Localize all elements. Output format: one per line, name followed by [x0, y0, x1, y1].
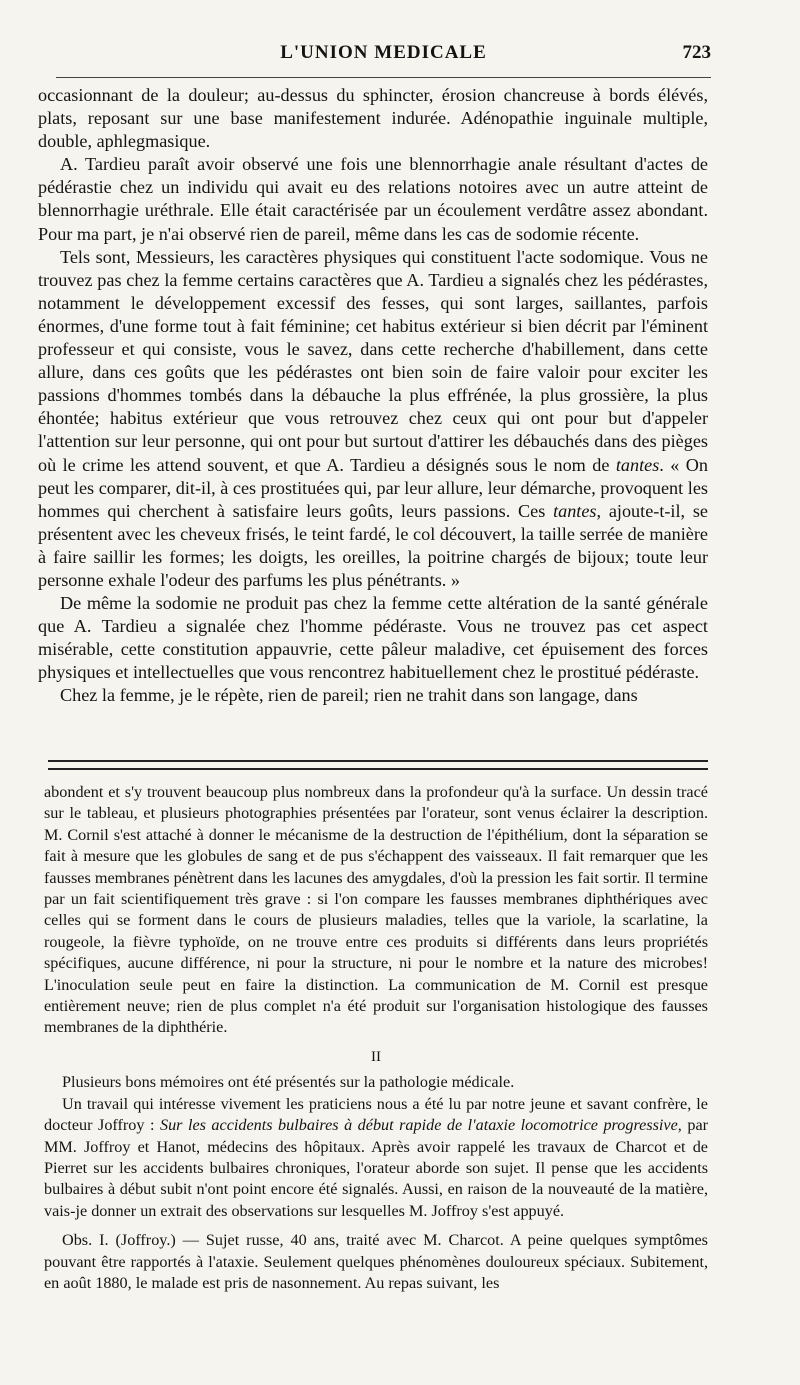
paragraph: Plusieurs bons mémoires ont été présentés sur la pathologie médicale.	[62, 1073, 515, 1092]
italic-title: Sur les accidents bulbaires à début rapide de l'ataxie locomotrice progressive,	[159, 1116, 682, 1135]
paragraph-text: , ajoute-t-il, se présentent avec les cheveux frisés, le teint fardé, le col découvert, la taille serrée de manière à faire saillir les formes; les doigts, les oreilles, la poitrine chargés de bijoux; toute leur personne exhale l'odeur des parfums les plus pénétrants. »	[38, 500, 708, 590]
paragraph: abondent et s'y trouvent beaucoup plus nombreux dans la profondeur qu'à la surface. Un dessin tracé sur le tableau, et plusieurs photographies présentées par l'orateur, sont venus éclairer la description. M. Cornil s'est attaché à donner le mécanisme de la destruction de l'épithélium, dont la séparation se fait à mesure que les globules de sang et de pus s'échappent des vaisseaux. Il fait remarquer que les fausses membranes pénètrent dans les lacunes des amygdales, d'où la pression les fait sortir. Il termine par un fait scientifiquement très grave : si l'on compare les fausses membranes diphthériques avec celles qui se forment dans le cours de plusieurs maladies, telles que la variole, la scarlatine, la rougeole, la fièvre typhoïde, on ne trouve entre ces produits si différents dans leurs propriétés spécifiques, aucune différence, ni pour la structure, ni pour le nombre et la nature des microbes! L'inoculation seule peut en faire la distinction. La communication de M. Cornil est presque entièrement neuve; rien de plus complet n'a été produit sur l'organisation histologique des fausses membranes de la diphthérie.	[44, 783, 708, 1037]
running-header	[56, 38, 711, 78]
paragraph-text: Tels sont, Messieurs, les caractères physiques qui constituent l'acte sodomique. Vous ne trouvez pas chez la femme certains caractères que A. Tardieu a signalés chez les pédérastes, notamment le développement excessif des fesses, qui sont larges, saillantes, parfois énormes, d'une forme tout à fait féminine; cet habitus extérieur si bien décrit par l'éminent professeur et qui consiste, vous le savez, dans cette recherche d'habillement, dans cette allure, dans ces goûts que les pédérastes ont bien soin de faire valoir pour exciter les passions d'hommes tombés dans la débauche la plus effrénée, la plus grossière, la plus éhontée; habitus extérieur que vous retrouvez chez ceux qui ont pour but d'appeler l'attention sur leur personne, qui ont pour but surtout d'attirer les débauchés dans des pièges où le crime les attend souvent, et que A. Tardieu a désignés sous le nom de	[38, 246, 708, 475]
paragraph	[38, 246, 708, 592]
page-number: 723	[682, 42, 711, 63]
main-text	[38, 84, 708, 708]
journal-title: L'UNION MEDICALE	[280, 42, 487, 63]
paragraph: A. Tardieu paraît avoir observé une fois une blennorrhagie anale résultant d'actes de pédérastie chez un individu qui avait eu des relations notoires avec un autre atteint de blennorrhagie uréthrale. Elle était caractérisée par un écoulement verdâtre assez abondant. Pour ma part, je n'ai observé rien de pareil, même dans les cas de sodomie récente.	[38, 154, 708, 244]
paragraph: De même la sodomie ne produit pas chez la femme cette altération de la santé générale que A. Tardieu a signalée chez l'homme pédéraste. Vous ne trouvez pas cet aspect misérable, cette constitution appauvrie, cette pâleur maladive, cet épuisement des forces physiques et intellectuelles que vous rencontrez habituellement chez le prostitué pédéraste.	[38, 593, 708, 683]
paragraph: Chez la femme, je le répète, rien de pareil; rien ne trahit dans son langage, dans	[60, 685, 638, 706]
header-rule	[56, 77, 711, 78]
paragraph: occasionnant de la douleur; au-dessus du sphincter, érosion chancreuse à bords élévés, plats, reposant sur une base manifestement indurée. Adénopathie inguinale multiple, double, aphlegmasique.	[38, 85, 708, 152]
paragraph	[44, 1094, 708, 1222]
section-heading: II	[371, 1048, 381, 1065]
italic-term: tantes	[553, 500, 597, 521]
feuilleton-text	[44, 782, 708, 1294]
section-divider	[48, 760, 708, 770]
observation-paragraph: Obs. I. (Joffroy.) — Sujet russe, 40 ans, traité avec M. Charcot. A peine quelques symptômes pouvant être rapportés à l'ataxie. Seulement quelques phénomènes douloureux spéciaux. Subitement, en août 1880, le malade est pris de nasonnement. Au repas suivant, les	[44, 1231, 708, 1292]
paragraph-text: par MM. Joffroy et Hanot, médecins des hôpitaux. Après avoir rappelé les travaux de Charcot et de Pierret sur les accidents bulbaires chroniques, l'orateur aborde son sujet. Il pense que les accidents bulbaires à début subit n'ont point encore été signalés. Aussi, en raison de la nouveauté de la matière, vais-je donner un extrait des observations sur lesquelles M. Joffroy s'est appuyé.	[44, 1116, 709, 1220]
italic-term: tantes	[615, 454, 660, 475]
paragraph-text: . « On peut les comparer, dit-il, à ces prostituées qui, par leur allure, leur démarche, provoquent les hommes qui cherchent à satisfaire leurs goûts, leurs passions. Ces	[38, 454, 708, 521]
paragraph-text: Un travail qui intéresse vivement les praticiens nous a été lu par notre jeune et savant confrère, le docteur Joffroy :	[44, 1094, 708, 1135]
